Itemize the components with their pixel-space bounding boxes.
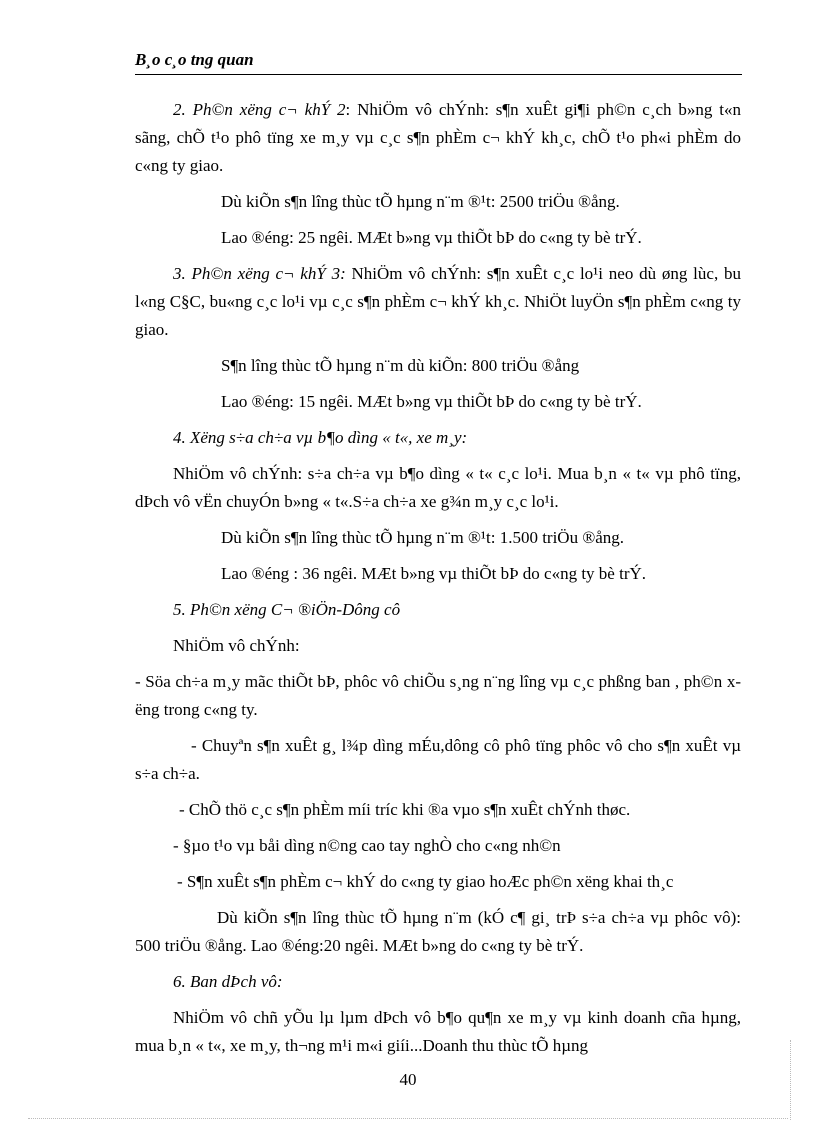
bullet-item-5: - S¶n xuÊt s¶n phÈm c¬ khÝ do c«ng ty giao hoÆc ph©n xëng khai th¸c [177, 872, 674, 891]
bullet-item-2: - Chuyªn s¶n xuÊt g¸ l¾p dìng mÉu,dông cô phô tïng phôc vô cho s¶n xuÊt vµ s÷a ch÷a. [135, 736, 741, 783]
section-heading-4: 4. Xëng s÷a ch÷a vµ b¶o dìng « t«, xe m¸y: [173, 428, 468, 447]
header-title: B¸o c¸o tng quan [135, 50, 254, 69]
document-body [135, 96, 741, 1068]
page-edge-divider [790, 1040, 791, 1120]
paragraph-task-5-label: NhiÖm vô chÝnh: [173, 636, 300, 655]
bullet-item-1: - Söa ch÷a m¸y mãc thiÕt bÞ, phôc vô chiÕu s¸ng n¨ng lîng vµ c¸c phßng ban , ph©n xëng trong c«ng ty. [135, 672, 741, 719]
paragraph-output-2: Dù kiÕn s¶n lîng thùc tÕ hµng n¨m ®¹t: 2500 triÖu ®ång. [221, 192, 620, 211]
page-header [135, 50, 742, 75]
paragraph-labor-4: Lao ®éng : 36 ngêi. MÆt b»ng vµ thiÕt bÞ do c«ng ty bè trÝ. [221, 564, 647, 583]
bullet-item-4: - §µo t¹o vµ båi dìng n©ng cao tay nghÒ cho c«ng nh©n [173, 836, 561, 855]
paragraph-output-4: Dù kiÕn s¶n lîng thùc tÕ hµng n¨m ®¹t: 1.500 triÖu ®ång. [221, 528, 625, 547]
paragraph-task-6: NhiÖm vô chñ yÕu lµ lµm dÞch vô b¶o qu¶n xe m¸y vµ kinh doanh cña hµng, mua b¸n « t«, xe m¸y, th¬ng m¹i m«i giíi...Doanh thu thùc tÕ hµng [135, 1008, 741, 1055]
workshop-3-heading: 3. Ph©n xëng c¬ khÝ 3: [173, 264, 346, 283]
paragraph-labor-2: Lao ®éng: 25 ngêi. MÆt b»ng vµ thiÕt bÞ do c«ng ty bè trÝ. [221, 228, 642, 247]
page-bottom-divider [28, 1118, 788, 1119]
paragraph-output-5: Dù kiÕn s¶n lîng thùc tÕ hµng n¨m (kÓ c¶ gi¸ trÞ s÷a ch÷a vµ phôc vô): 500 triÖu ®ång. Lao ®éng:20 ngêi. MÆt b»ng do c«ng ty bè trÝ. [135, 908, 741, 955]
workshop-2-heading: 2. Ph©n xëng c¬ khÝ 2 [173, 100, 346, 119]
section-heading-5: 5. Ph©n xëng C¬ ®iÖn-Dông cô [173, 600, 401, 619]
paragraph-workshop-2: 2. Ph©n xëng c¬ khÝ 2: NhiÖm vô chÝnh: s¶n xuÊt gi¶i ph©n c¸ch b»ng t«n sãng, chÕ t¹o phô tïng xe m¸y vµ c¸c s¶n phÈm c¬ khÝ kh¸c, chÕ t¹o ph«i phÈm do c«ng ty giao. [135, 100, 741, 175]
paragraph-labor-3: Lao ®éng: 15 ngêi. MÆt b»ng vµ thiÕt bÞ do c«ng ty bè trÝ. [221, 392, 642, 411]
paragraph-workshop-3: 3. Ph©n xëng c¬ khÝ 3: NhiÖm vô chÝnh: s¶n xuÊt c¸c lo¹i neo dù øng lùc, bu l«ng C§C, bu«ng c¸c lo¹i vµ c¸c s¶n phÈm c¬ khÝ kh¸c. NhiÖt luyÖn s¶n phÈm c«ng ty giao. [135, 264, 741, 339]
paragraph-task-4: NhiÖm vô chÝnh: s÷a ch÷a vµ b¶o dìng « t« c¸c lo¹i. Mua b¸n « t« vµ phô tïng, dÞch vô vËn chuyÓn b»ng « t«.S÷a ch÷a xe g¾n m¸y c¸c lo¹i. [135, 464, 741, 511]
section-heading-6: 6. Ban dÞch vô: [173, 972, 283, 991]
bullet-item-3: - ChÕ thö c¸c s¶n phÈm míi tríc khi ®a vµo s¶n xuÊt chÝnh thøc. [179, 800, 631, 819]
page-number: 40 [399, 1070, 417, 1089]
paragraph-output-3: S¶n lîng thùc tÕ hµng n¨m dù kiÕn: 800 triÖu ®ång [221, 356, 580, 375]
